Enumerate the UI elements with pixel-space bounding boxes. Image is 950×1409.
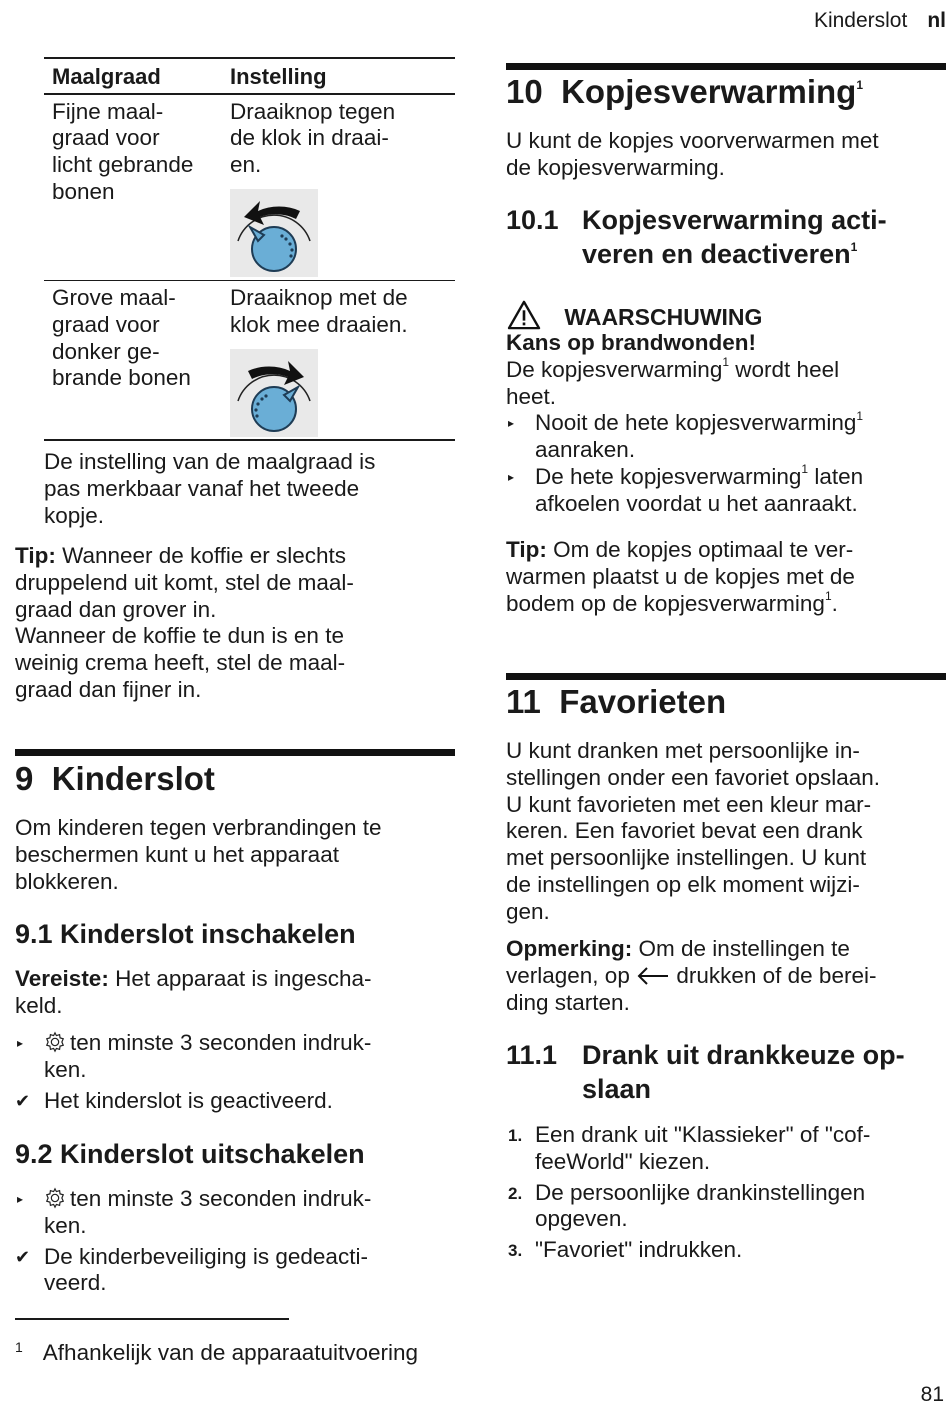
text-line: graad voor [52,125,160,151]
section-rule [506,63,946,70]
text-line: De persoonlijke drankinstellingen [535,1179,866,1205]
text-line: laten [808,463,864,489]
section-9-heading [15,760,215,798]
text-line: heet. [506,383,557,409]
text-line: met persoonlijke instellingen. U kunt [506,845,867,871]
table-note [44,449,375,529]
text-line: De hete kopjesverwarming [535,463,802,489]
text-line: graad dan fijner in. [15,676,202,702]
triangle-bullet-icon: ▸ [17,1192,24,1206]
text-line: veerd. [44,1270,107,1296]
steps-11-1 [506,1122,946,1264]
subsection-9-1-heading: 9.1 Kinderslot inschakelen [15,919,356,949]
text-line: De kinderbeveiliging is gedeacti- [44,1243,368,1269]
text-line: klok mee draaien. [230,311,408,337]
table-cell-setting [230,99,455,280]
text-line: ten minste 3 seconden indruk- [70,1030,372,1055]
subsection-10-1-heading [506,203,946,271]
text-line: druppelend uit komt, stel de maal- [15,569,354,595]
tip-label: Tip: [15,543,56,568]
tip-label: Tip: [506,537,547,562]
text-line: Draaiknop tegen [230,98,396,124]
section-number: 10 [506,73,543,110]
text-line: De instelling van de maalgraad is [44,449,376,474]
text-line: stellingen onder een favoriet opslaan. [506,764,881,790]
section-title: Favorieten [559,683,727,720]
text-line: licht gebrande [52,152,194,178]
footnote [15,1334,418,1367]
text-line: Een drank uit "Klassieker" of "cof- [535,1122,871,1147]
section-rule [15,749,455,756]
footnote-ref: 1 [856,78,864,92]
back-arrow-icon [636,966,670,986]
section-number: 9 [15,760,34,797]
table-header-row [44,59,455,93]
text-line: Wanneer de koffie er slechts [55,543,346,568]
text-line: slaan [582,1074,652,1104]
text-line: Drank uit drankkeuze op- [582,1040,905,1070]
text-line: aanraken. [535,437,636,463]
text-line: bodem op de kopjesverwarming [506,590,825,616]
text-line: Om de instellingen te [632,936,850,961]
text-line: De kopjesverwarming [506,356,723,382]
text-line: "Favoriet" indrukken. [535,1237,743,1263]
subsection-number: 11.1 [506,1040,558,1070]
text-line: de klok in draai- [230,125,389,151]
section-11-intro [506,738,880,926]
text-line: wordt heel [729,356,840,382]
text-line: opgeven. [535,1206,628,1232]
text-line: verlagen, op [506,962,637,988]
note-block [506,936,876,1016]
text-line: U kunt de kopjes voorverwarmen met [506,128,879,153]
checkmark-icon: ✔ [15,1246,31,1267]
text-line: warmen plaatst u de kopjes met de [506,563,855,589]
knob-counterclockwise-icon [230,189,318,277]
text-line: Het apparaat is ingescha- [108,966,372,991]
table-cell-setting [230,285,455,439]
text-line: feeWorld" kiezen. [535,1148,711,1174]
warning-list [506,410,946,517]
text-line: de kopjesverwarming. [506,154,725,180]
step-number: 2. [508,1183,523,1203]
subsection-11-1-heading [506,1038,946,1106]
text-line: drukken of de berei- [670,962,877,988]
note-label: Opmerking: [506,936,633,961]
footnote-rule [15,1318,289,1320]
warning-subtitle: Kans op brandwonden! [506,330,756,355]
text-line: ten minste 3 seconden indruk- [70,1186,372,1211]
text-line: U kunt dranken met persoonlijke in- [506,738,860,763]
list-item [506,464,946,518]
footnote-ref: 1 [850,240,858,254]
section-11-heading [506,683,726,721]
list-item [506,1237,946,1264]
table-header-setting: Instelling [230,64,327,89]
text-line: graad dan grover in. [15,596,217,622]
section-title: Kinderslot [51,760,215,797]
table-row [44,281,455,439]
text-line: pas merkbaar vanaf het tweede [44,475,360,501]
text-line: Draaiknop met de [230,285,408,310]
text-line: afkoelen voordat u het aanraakt. [535,490,858,516]
steps-9-2 [15,1186,455,1297]
footnote-ref: 1 [801,462,809,477]
header-section: Kinderslot [813,9,908,32]
text-line: Nooit de hete kopjesverwarming [535,410,857,436]
text-line: . [831,590,838,616]
list-item [506,1180,946,1234]
running-header [814,8,946,35]
footnote-mark: 1 [15,1339,23,1355]
text-line: bonen [52,178,115,204]
section-10-heading [506,73,863,111]
text-line: ken. [44,1056,87,1082]
text-line: Om kinderen tegen verbrandingen te [15,815,382,840]
table-bottom-rule [44,439,455,441]
section-rule [506,673,946,680]
warning-icon [506,300,542,330]
text-line: Het kinderslot is geactiveerd. [44,1087,333,1113]
step-number: 3. [508,1241,523,1261]
knob-clockwise-icon [230,349,318,437]
requirement [15,966,371,1020]
text-line: Om de kopjes optimaal te ver- [546,537,854,562]
text-line: Wanneer de koffie te dun is en te [15,623,344,649]
warning-label: WAARSCHUWING [564,304,763,330]
list-item [15,1244,455,1298]
gear-icon [44,1187,66,1209]
text-line: ding starten. [506,989,630,1015]
triangle-bullet-icon: ▸ [508,469,515,484]
warning-block [506,300,946,518]
text-line: ken. [44,1212,87,1238]
table-cell-grind [44,99,230,280]
subsection-number: 10.1 [506,205,559,235]
text-line: Grove maal- [52,285,176,310]
text-line: gen. [506,898,550,924]
footnote-text: Afhankelijk van de apparaatuitvoering [42,1340,419,1365]
section-number: 11 [506,683,541,720]
step-number: 1. [508,1126,523,1145]
header-language: nl [927,9,946,32]
footnote-ref: 1 [856,408,864,423]
text-line: donker ge- [52,338,160,364]
triangle-bullet-icon: ▸ [17,1036,24,1050]
text-line: blokkeren. [15,868,119,894]
section-9-intro [15,815,381,895]
footnote-ref: 1 [824,589,832,604]
list-item [15,1088,455,1115]
table-header-grind: Maalgraad [52,64,161,89]
list-item [15,1186,455,1240]
text-line: de instellingen op elk moment wijzi- [506,871,860,897]
gear-icon [44,1031,66,1053]
list-item [15,1030,455,1084]
checkmark-icon: ✔ [15,1090,31,1111]
list-item [506,410,946,464]
requirement-label: Vereiste: [15,966,109,991]
text-line: en. [230,152,262,178]
text-line: keld. [15,992,63,1018]
text-line: Fijne maal- [52,98,164,124]
table-row [44,95,455,280]
list-item [506,1122,946,1176]
subsection-9-2-heading: 9.2 Kinderslot uitschakelen [15,1139,365,1169]
text-line: U kunt favorieten met een kleur mar- [506,791,872,817]
text-line: graad voor [52,311,160,337]
triangle-bullet-icon: ▸ [508,416,515,431]
grind-table [44,57,455,441]
text-line: kopje. [44,502,105,528]
text-line: weinig crema heeft, stel de maal- [15,650,346,676]
text-line: veren en deactiveren [582,239,851,269]
section-title: Kopjesverwarming [561,73,857,110]
footnote-ref: 1 [722,355,730,370]
text-line: beschermen kunt u het apparaat [15,841,339,867]
text-line: keren. Een favoriet bevat een drank [506,818,863,844]
page-number: 81 [920,1383,944,1406]
steps-9-1 [15,1030,455,1114]
text-line: Kopjesverwarming acti- [582,205,887,235]
tip-cups [506,537,855,617]
text-line: brande bonen [52,365,191,391]
table-cell-grind [44,285,230,439]
tip-grind [15,543,354,704]
section-10-intro [506,128,879,182]
